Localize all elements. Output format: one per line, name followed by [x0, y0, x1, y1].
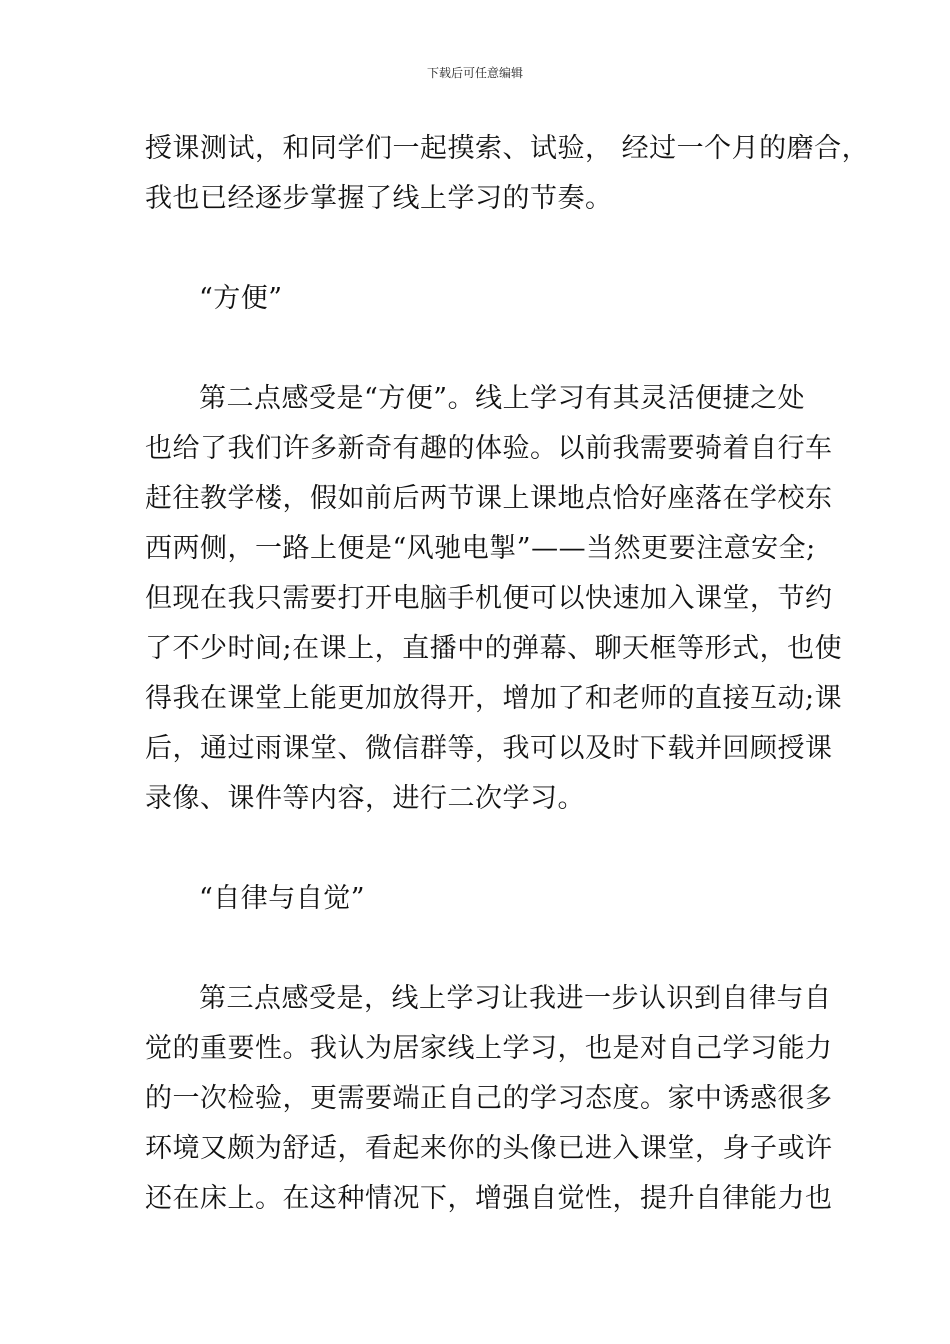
- section-heading: “方便”: [199, 283, 283, 314]
- text-line: 西两侧，一路上便是“风驰电掣”——当然更要注意安全;: [145, 533, 816, 564]
- document-body: [145, 124, 870, 1224]
- section-heading-self-discipline: [145, 874, 813, 924]
- text-line: 第三点感受是，线上学习让我进一步认识到自律与自: [199, 983, 832, 1014]
- paragraph-convenience: [145, 374, 843, 824]
- text-line: 但现在我只需要打开电脑手机便可以快速加入课堂，节约: [145, 583, 833, 614]
- text-line: 后，通过雨课堂、微信群等，我可以及时下载并回顾授课: [145, 733, 833, 764]
- text-line: 赶往教学楼，假如前后两节课上课地点恰好座落在学校东: [145, 483, 833, 514]
- text-line: 环境又颇为舒适，看起来你的头像已进入课堂，身子或许: [145, 1133, 833, 1164]
- paragraph-spacer: [145, 824, 813, 874]
- page-header: 下载后可任意编辑: [426, 66, 523, 80]
- text-line: 还在床上。在这种情况下，增强自觉性，提升自律能力也: [145, 1183, 833, 1214]
- text-line: 录像、课件等内容，进行二次学习。: [145, 783, 585, 814]
- text-line: 了不少时间;在课上，直播中的弹幕、聊天框等形式，也使: [145, 633, 843, 664]
- paragraph-continuation: [145, 124, 870, 224]
- paragraph-self-discipline: [145, 974, 833, 1224]
- text-line: 也给了我们许多新奇有趣的体验。以前我需要骑着自行车: [145, 433, 833, 464]
- text-line: 我也已经逐步掌握了线上学习的节奏。: [145, 183, 613, 214]
- text-line: 得我在课堂上能更加放得开，增加了和老师的直接互动;课: [145, 683, 843, 714]
- section-heading: “自律与自觉”: [199, 883, 366, 914]
- text-line: 的一次检验，更需要端正自己的学习态度。家中诱惑很多: [145, 1083, 833, 1114]
- section-heading-convenience: [145, 274, 813, 324]
- text-line: 觉的重要性。我认为居家线上学习，也是对自己学习能力: [145, 1033, 833, 1064]
- paragraph-spacer: [145, 324, 813, 374]
- text-line: 第二点感受是“方便”。线上学习有其灵活便捷之处: [199, 383, 806, 414]
- paragraph-spacer: [145, 924, 813, 974]
- paragraph-spacer: [145, 224, 813, 274]
- text-line: 授课测试，和同学们一起摸索、试验， 经过一个月的磨合，: [145, 133, 870, 164]
